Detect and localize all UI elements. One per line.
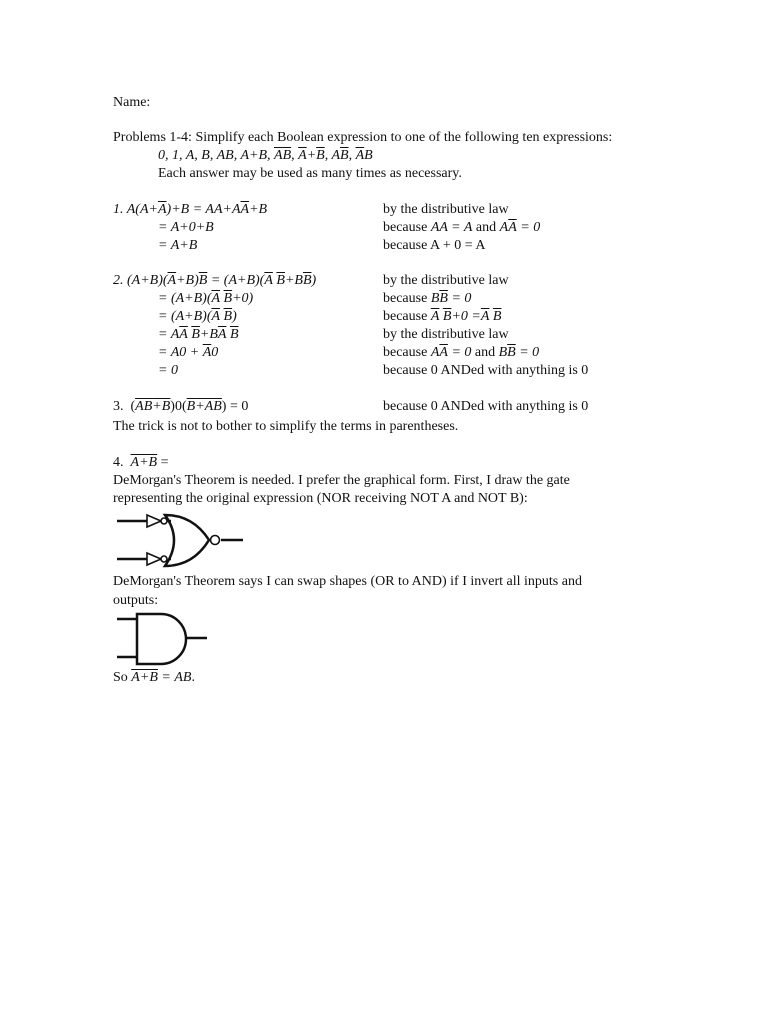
intro-heading: Problems 1-4: Simplify each Boolean expression to one of the following ten expressions: bbox=[113, 130, 613, 145]
p1-reason2: because AA = A and $A\overline{A} = 0$ bbox=[383, 220, 541, 235]
p4-line2: representing the original expression (NOR receiving NOT A and NOT B): bbox=[113, 491, 528, 506]
p2-reason4: by the distributive law bbox=[383, 327, 509, 342]
p4-conclusion: So A+B = AB. bbox=[113, 670, 195, 685]
p1-reason1: by the distributive law bbox=[383, 202, 509, 217]
p2-row4: = $A\overline{A}$ $\overline{B}+B\overline{A}$ $\overline{B}$ bbox=[158, 327, 239, 342]
p1-row2: = A+0+B bbox=[158, 220, 214, 235]
p4-line1: DeMorgan's Theorem is needed. I prefer the graphical form. First, I draw the gate bbox=[113, 473, 570, 488]
p2-reason2: because $B\overline{B} = 0$ bbox=[383, 291, 472, 306]
p1-row3: = A+B bbox=[158, 238, 198, 253]
p4-line4: outputs: bbox=[113, 593, 159, 608]
p3-trick: The trick is not to bother to simplify the terms in parentheses. bbox=[113, 419, 459, 434]
p3-row: 3. (AB+B)0(B+AB) = 0 bbox=[113, 399, 249, 414]
and-gate-diagram bbox=[113, 612, 213, 668]
p1-reason3: because A + 0 = A bbox=[383, 238, 486, 253]
p2-row6: = 0 bbox=[158, 363, 178, 378]
name-label: Name: bbox=[113, 95, 151, 110]
p4-line3: DeMorgan's Theorem says I can swap shapes (OR to AND) if I invert all inputs and bbox=[113, 574, 582, 589]
p2-reason1: by the distributive law bbox=[383, 273, 509, 288]
p2-reason5: because $A\overline{A} = 0$ and $B\overline{B} = 0$ bbox=[383, 345, 540, 360]
p2-row5: = $A0 + \overline{A}0$ bbox=[158, 345, 219, 360]
p2-reason3: because $\overline{A}$ $\overline{B}+0 =\overline{A}$ $\overline{B}$ bbox=[383, 309, 502, 324]
p4-expression: 4. A+B = bbox=[113, 455, 169, 470]
p2-row3: = $(A+B)(\overline{A}$ $\overline{B}$) bbox=[158, 309, 237, 324]
intro-note: Each answer may be used as many times as necessary. bbox=[158, 166, 462, 181]
p1-row1: 1. $A(A+\overline{A})+B = AA+A\overline{A}+B$ bbox=[113, 202, 268, 217]
nor-gate-diagram bbox=[113, 510, 253, 570]
p2-row2: = $(A+B)(\overline{A}$ $\overline{B}+0$) bbox=[158, 291, 254, 306]
expression-list: 0, 1, A, B, AB, A+B, $\overline{A}\overline{B}$, $\overline{A}+\overline{B}$, $A\overline{B}$, $\overline{A}B$ bbox=[158, 148, 373, 163]
p2-reason6: because 0 ANDed with anything is 0 bbox=[383, 363, 589, 378]
p2-row1: 2. $(A+B)(\overline{A}+B)\overline{B} = (A+B)(\overline{A}$ $\overline{B}+B\overline{B}$) bbox=[113, 273, 317, 288]
p3-reason: because 0 ANDed with anything is 0 bbox=[383, 399, 589, 414]
